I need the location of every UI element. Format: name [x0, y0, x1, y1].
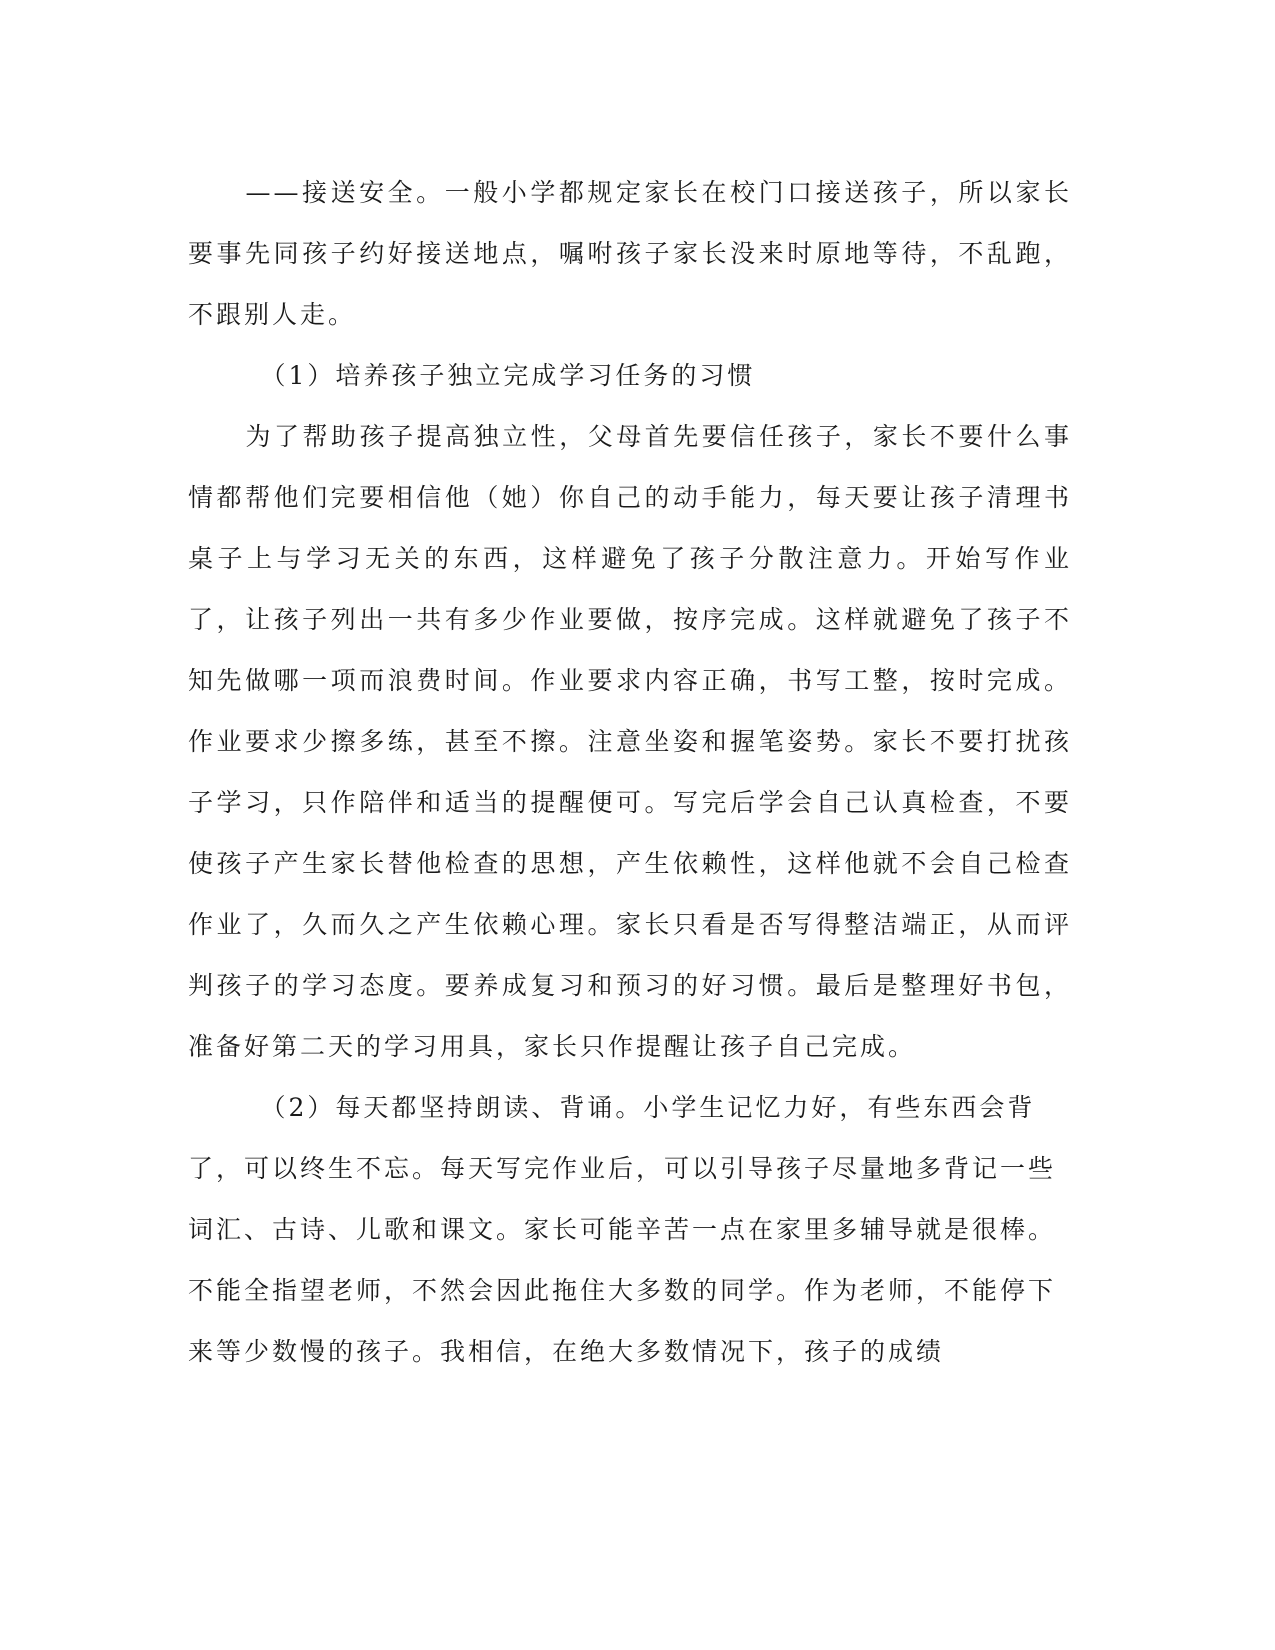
paragraph-independence: 为了帮助孩子提高独立性，父母首先要信任孩子，家长不要什么事情都帮他们完要相信他（她）你自己的动手能力，每天要让孩子清理书桌子上与学习无关的东西，这样避免了孩子分散注意力。开始写作业了，让孩子列出一共有多少作业要做，按序完成。这样就避免了孩子不知先做哪一项而浪费时间。作业要求内容正确，书写工整，按时完成。作业要求少擦多练，甚至不擦。注意坐姿和握笔姿势。家长不要打扰孩子学习，只作陪伴和适当的提醒便可。写完后学会自己认真检查，不要使孩子产生家长替他检查的思想，产生依赖性，这样他就不会自己检查作业了，久而久之产生依赖心理。家长只看是否写得整洁端正，从而评判孩子的学习态度。要养成复习和预习的好习惯。最后是整理好书包，准备好第二天的学习用具，家长只作提醒让孩子自己完成。	[188, 422, 1072, 1061]
document-body	[188, 162, 1072, 1382]
paragraph-reading-recitation: （2）每天都坚持朗读、背诵。小学生记忆力好，有些东西会背了，可以终生不忘。每天写完作业后，可以引导孩子尽量地多背记一些词汇、古诗、儿歌和课文。家长可能辛苦一点在家里多辅导就是很棒。不能全指望老师，不然会因此拖住大多数的同学。作为老师，不能停下来等少数慢的孩子。我相信，在绝大多数情况下，孩子的成绩	[188, 1093, 1057, 1366]
section-heading-independent-study: （1）培养孩子独立完成学习任务的习惯	[260, 361, 756, 390]
paragraph-pickup-safety: ——接送安全。一般小学都规定家长在校门口接送孩子，所以家长要事先同孩子约好接送地点，嘱咐孩子家长没来时原地等待，不乱跑，不跟别人走。	[188, 178, 1072, 329]
